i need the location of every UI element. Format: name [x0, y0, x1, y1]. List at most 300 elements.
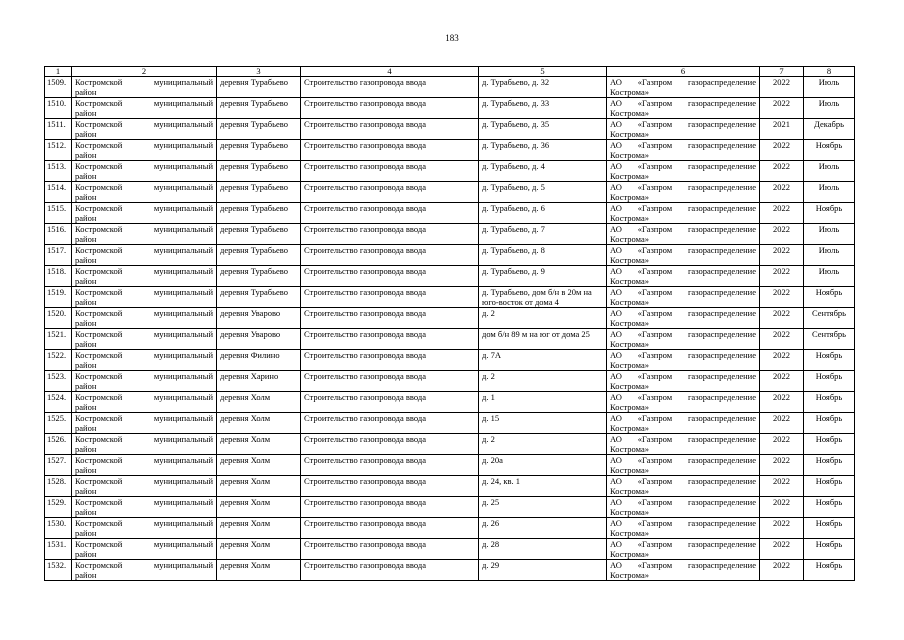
- settlement-cell: деревня Уварово: [217, 329, 301, 350]
- district-word-2: муниципальный: [153, 182, 213, 192]
- org-word-2: «Газпром: [637, 350, 673, 360]
- organization-cell: [607, 140, 760, 161]
- year-cell: 2022: [760, 203, 804, 224]
- work-type-cell: Строительство газопровода ввода: [301, 245, 479, 266]
- district-cell: [72, 413, 217, 434]
- table-row: [45, 161, 855, 182]
- district-word-2: муниципальный: [153, 161, 213, 171]
- settlement-cell: деревня Уварово: [217, 308, 301, 329]
- district-word-3: район: [75, 318, 97, 328]
- row-number: 1522.: [45, 350, 72, 371]
- district-word-3: район: [75, 171, 97, 181]
- row-number: 1511.: [45, 119, 72, 140]
- work-type-cell: Строительство газопровода ввода: [301, 350, 479, 371]
- organization-cell: [607, 182, 760, 203]
- address-line-1: д. Турабьево, дом б/н в 20м на: [482, 287, 592, 297]
- org-word-1: АО: [610, 371, 622, 381]
- row-number: 1520.: [45, 308, 72, 329]
- district-word-3: район: [75, 150, 97, 160]
- org-word-4: Кострома»: [610, 150, 649, 160]
- org-word-1: АО: [610, 287, 622, 297]
- row-number: 1525.: [45, 413, 72, 434]
- district-word-3: район: [75, 108, 97, 118]
- district-word-2: муниципальный: [153, 476, 213, 486]
- address-cell: [479, 476, 607, 497]
- address-line-1: д. Турабьево, д. 5: [482, 182, 545, 192]
- org-word-4: Кострома»: [610, 108, 649, 118]
- org-word-1: АО: [610, 203, 622, 213]
- work-type-cell: Строительство газопровода ввода: [301, 98, 479, 119]
- address-cell: [479, 266, 607, 287]
- org-word-4: Кострома»: [610, 465, 649, 475]
- district-word-1: Костромской: [75, 98, 123, 108]
- org-word-1: АО: [610, 119, 622, 129]
- address-line-1: д. 15: [482, 413, 500, 423]
- district-word-3: район: [75, 423, 97, 433]
- address-line-2: юго-восток от дома 4: [482, 297, 559, 307]
- table-row: [45, 518, 855, 539]
- table-row: [45, 455, 855, 476]
- org-word-3: газораспределение: [687, 140, 756, 150]
- year-cell: 2022: [760, 308, 804, 329]
- row-number: 1527.: [45, 455, 72, 476]
- organization-cell: [607, 287, 760, 308]
- year-cell: 2022: [760, 392, 804, 413]
- year-cell: 2021: [760, 119, 804, 140]
- settlement-cell: деревня Турабьево: [217, 119, 301, 140]
- month-cell: Июль: [804, 77, 855, 98]
- org-word-1: АО: [610, 182, 622, 192]
- settlement-cell: деревня Турабьево: [217, 182, 301, 203]
- organization-cell: [607, 518, 760, 539]
- year-cell: 2022: [760, 77, 804, 98]
- district-word-2: муниципальный: [153, 497, 213, 507]
- gas-pipeline-table: [44, 66, 855, 581]
- settlement-cell: деревня Турабьево: [217, 161, 301, 182]
- year-cell: 2022: [760, 224, 804, 245]
- address-line-1: д. 29: [482, 560, 500, 570]
- org-word-4: Кострома»: [610, 318, 649, 328]
- district-word-3: район: [75, 570, 97, 580]
- column-number-7: 7: [760, 67, 804, 77]
- district-word-1: Костромской: [75, 161, 123, 171]
- org-word-4: Кострома»: [610, 444, 649, 454]
- org-word-3: газораспределение: [687, 434, 756, 444]
- org-word-2: «Газпром: [637, 266, 673, 276]
- address-line-1: д. Турабьево, д. 9: [482, 266, 545, 276]
- organization-cell: [607, 413, 760, 434]
- district-cell: [72, 497, 217, 518]
- district-cell: [72, 539, 217, 560]
- work-type-cell: Строительство газопровода ввода: [301, 203, 479, 224]
- district-word-1: Костромской: [75, 434, 123, 444]
- organization-cell: [607, 560, 760, 581]
- district-word-3: район: [75, 402, 97, 412]
- table-row: [45, 77, 855, 98]
- org-word-3: газораспределение: [687, 287, 756, 297]
- work-type-cell: Строительство газопровода ввода: [301, 518, 479, 539]
- month-cell: Ноябрь: [804, 560, 855, 581]
- organization-cell: [607, 434, 760, 455]
- row-number: 1513.: [45, 161, 72, 182]
- year-cell: 2022: [760, 287, 804, 308]
- row-number: 1531.: [45, 539, 72, 560]
- org-word-4: Кострома»: [610, 360, 649, 370]
- address-line-1: д. 2: [482, 371, 495, 381]
- table-row: [45, 413, 855, 434]
- work-type-cell: Строительство газопровода ввода: [301, 329, 479, 350]
- year-cell: 2022: [760, 140, 804, 161]
- organization-cell: [607, 245, 760, 266]
- settlement-cell: деревня Харино: [217, 371, 301, 392]
- year-cell: 2022: [760, 518, 804, 539]
- district-word-1: Костромской: [75, 476, 123, 486]
- month-cell: Ноябрь: [804, 371, 855, 392]
- district-word-2: муниципальный: [153, 266, 213, 276]
- settlement-cell: деревня Холм: [217, 497, 301, 518]
- org-word-1: АО: [610, 539, 622, 549]
- district-cell: [72, 98, 217, 119]
- district-cell: [72, 140, 217, 161]
- address-line-1: д. Турабьево, д. 8: [482, 245, 545, 255]
- district-word-2: муниципальный: [153, 140, 213, 150]
- org-word-1: АО: [610, 413, 622, 423]
- table-header-row: [45, 67, 855, 77]
- district-word-3: район: [75, 381, 97, 391]
- org-word-2: «Газпром: [637, 224, 673, 234]
- org-word-1: АО: [610, 98, 622, 108]
- month-cell: Июль: [804, 161, 855, 182]
- row-number: 1518.: [45, 266, 72, 287]
- address-cell: [479, 161, 607, 182]
- address-cell: [479, 329, 607, 350]
- organization-cell: [607, 476, 760, 497]
- org-word-3: газораспределение: [687, 245, 756, 255]
- org-word-4: Кострома»: [610, 507, 649, 517]
- work-type-cell: Строительство газопровода ввода: [301, 140, 479, 161]
- address-cell: [479, 224, 607, 245]
- org-word-1: АО: [610, 77, 622, 87]
- month-cell: Ноябрь: [804, 203, 855, 224]
- district-word-1: Костромской: [75, 497, 123, 507]
- settlement-cell: деревня Холм: [217, 455, 301, 476]
- district-word-1: Костромской: [75, 182, 123, 192]
- row-number: 1510.: [45, 98, 72, 119]
- table-row: [45, 476, 855, 497]
- year-cell: 2022: [760, 371, 804, 392]
- org-word-4: Кострома»: [610, 276, 649, 286]
- org-word-2: «Газпром: [637, 161, 673, 171]
- row-number: 1524.: [45, 392, 72, 413]
- year-cell: 2022: [760, 455, 804, 476]
- column-number-1: 1: [45, 67, 72, 77]
- month-cell: Июль: [804, 245, 855, 266]
- org-word-1: АО: [610, 140, 622, 150]
- district-word-2: муниципальный: [153, 329, 213, 339]
- district-word-2: муниципальный: [153, 392, 213, 402]
- address-line-1: д. 28: [482, 539, 500, 549]
- org-word-4: Кострома»: [610, 213, 649, 223]
- org-word-1: АО: [610, 266, 622, 276]
- organization-cell: [607, 539, 760, 560]
- district-word-2: муниципальный: [153, 203, 213, 213]
- org-word-4: Кострома»: [610, 486, 649, 496]
- address-cell: [479, 434, 607, 455]
- address-line-1: д. 1: [482, 392, 495, 402]
- district-word-3: район: [75, 507, 97, 517]
- address-line-1: дом б/н 89 м на юг от дома 25: [482, 329, 590, 339]
- org-word-3: газораспределение: [687, 371, 756, 381]
- table-row: [45, 497, 855, 518]
- address-cell: [479, 98, 607, 119]
- district-word-2: муниципальный: [153, 287, 213, 297]
- row-number: 1515.: [45, 203, 72, 224]
- column-number-6: 6: [607, 67, 760, 77]
- organization-cell: [607, 497, 760, 518]
- year-cell: 2022: [760, 350, 804, 371]
- org-word-3: газораспределение: [687, 497, 756, 507]
- district-cell: [72, 203, 217, 224]
- settlement-cell: деревня Турабьево: [217, 266, 301, 287]
- row-number: 1512.: [45, 140, 72, 161]
- district-cell: [72, 161, 217, 182]
- district-word-1: Костромской: [75, 308, 123, 318]
- organization-cell: [607, 203, 760, 224]
- address-cell: [479, 392, 607, 413]
- table-row: [45, 539, 855, 560]
- org-word-2: «Газпром: [637, 77, 673, 87]
- settlement-cell: деревня Турабьево: [217, 77, 301, 98]
- table-row: [45, 329, 855, 350]
- org-word-3: газораспределение: [687, 308, 756, 318]
- settlement-cell: деревня Турабьево: [217, 224, 301, 245]
- address-cell: [479, 140, 607, 161]
- address-cell: [479, 539, 607, 560]
- table-row: [45, 119, 855, 140]
- district-word-3: район: [75, 213, 97, 223]
- org-word-2: «Газпром: [637, 182, 673, 192]
- work-type-cell: Строительство газопровода ввода: [301, 413, 479, 434]
- address-cell: [479, 497, 607, 518]
- district-word-3: район: [75, 444, 97, 454]
- work-type-cell: Строительство газопровода ввода: [301, 434, 479, 455]
- org-word-4: Кострома»: [610, 570, 649, 580]
- district-word-2: муниципальный: [153, 350, 213, 360]
- district-word-3: район: [75, 528, 97, 538]
- organization-cell: [607, 392, 760, 413]
- district-word-1: Костромской: [75, 203, 123, 213]
- org-word-1: АО: [610, 308, 622, 318]
- district-word-1: Костромской: [75, 77, 123, 87]
- table-row: [45, 371, 855, 392]
- org-word-3: газораспределение: [687, 119, 756, 129]
- table-row: [45, 434, 855, 455]
- org-word-2: «Газпром: [637, 371, 673, 381]
- row-number: 1516.: [45, 224, 72, 245]
- column-number-8: 8: [804, 67, 855, 77]
- district-word-3: район: [75, 255, 97, 265]
- district-cell: [72, 329, 217, 350]
- org-word-1: АО: [610, 245, 622, 255]
- district-word-1: Костромской: [75, 392, 123, 402]
- settlement-cell: деревня Холм: [217, 518, 301, 539]
- district-cell: [72, 245, 217, 266]
- district-word-1: Костромской: [75, 245, 123, 255]
- month-cell: Ноябрь: [804, 392, 855, 413]
- district-cell: [72, 182, 217, 203]
- settlement-cell: деревня Холм: [217, 476, 301, 497]
- district-cell: [72, 287, 217, 308]
- settlement-cell: деревня Турабьево: [217, 203, 301, 224]
- address-cell: [479, 560, 607, 581]
- district-cell: [72, 392, 217, 413]
- work-type-cell: Строительство газопровода ввода: [301, 371, 479, 392]
- work-type-cell: Строительство газопровода ввода: [301, 539, 479, 560]
- org-word-2: «Газпром: [637, 98, 673, 108]
- year-cell: 2022: [760, 413, 804, 434]
- organization-cell: [607, 77, 760, 98]
- district-cell: [72, 518, 217, 539]
- district-cell: [72, 119, 217, 140]
- district-word-2: муниципальный: [153, 77, 213, 87]
- district-word-2: муниципальный: [153, 455, 213, 465]
- year-cell: 2022: [760, 98, 804, 119]
- column-number-4: 4: [301, 67, 479, 77]
- district-word-3: район: [75, 339, 97, 349]
- org-word-2: «Газпром: [637, 539, 673, 549]
- work-type-cell: Строительство газопровода ввода: [301, 308, 479, 329]
- month-cell: Ноябрь: [804, 476, 855, 497]
- district-word-3: район: [75, 297, 97, 307]
- district-word-3: район: [75, 87, 97, 97]
- district-word-2: муниципальный: [153, 119, 213, 129]
- address-cell: [479, 371, 607, 392]
- row-number: 1521.: [45, 329, 72, 350]
- month-cell: Июль: [804, 98, 855, 119]
- org-word-3: газораспределение: [687, 329, 756, 339]
- address-line-1: д. Турабьево, д. 32: [482, 77, 550, 87]
- address-line-1: д. Турабьево, д. 36: [482, 140, 550, 150]
- table-row: [45, 560, 855, 581]
- row-number: 1509.: [45, 77, 72, 98]
- address-cell: [479, 518, 607, 539]
- org-word-1: АО: [610, 329, 622, 339]
- row-number: 1528.: [45, 476, 72, 497]
- address-line-1: д. Турабьево, д. 33: [482, 98, 550, 108]
- address-cell: [479, 182, 607, 203]
- address-line-1: д. 2: [482, 308, 495, 318]
- year-cell: 2022: [760, 266, 804, 287]
- year-cell: 2022: [760, 182, 804, 203]
- district-word-2: муниципальный: [153, 308, 213, 318]
- table-row: [45, 245, 855, 266]
- org-word-3: газораспределение: [687, 413, 756, 423]
- table-row: [45, 203, 855, 224]
- district-word-1: Костромской: [75, 266, 123, 276]
- org-word-2: «Газпром: [637, 476, 673, 486]
- org-word-3: газораспределение: [687, 182, 756, 192]
- address-line-1: д. 24, кв. 1: [482, 476, 520, 486]
- district-cell: [72, 266, 217, 287]
- address-cell: [479, 77, 607, 98]
- district-word-2: муниципальный: [153, 371, 213, 381]
- settlement-cell: деревня Филино: [217, 350, 301, 371]
- district-word-1: Костромской: [75, 119, 123, 129]
- org-word-4: Кострома»: [610, 339, 649, 349]
- district-word-2: муниципальный: [153, 434, 213, 444]
- org-word-3: газораспределение: [687, 476, 756, 486]
- month-cell: Ноябрь: [804, 140, 855, 161]
- table-row: [45, 266, 855, 287]
- year-cell: 2022: [760, 497, 804, 518]
- org-word-1: АО: [610, 161, 622, 171]
- org-word-3: газораспределение: [687, 203, 756, 213]
- organization-cell: [607, 119, 760, 140]
- org-word-2: «Газпром: [637, 140, 673, 150]
- year-cell: 2022: [760, 539, 804, 560]
- address-cell: [479, 119, 607, 140]
- org-word-2: «Газпром: [637, 455, 673, 465]
- org-word-4: Кострома»: [610, 171, 649, 181]
- year-cell: 2022: [760, 161, 804, 182]
- org-word-3: газораспределение: [687, 560, 756, 570]
- month-cell: Сентябрь: [804, 329, 855, 350]
- settlement-cell: деревня Холм: [217, 539, 301, 560]
- org-word-4: Кострома»: [610, 255, 649, 265]
- month-cell: Июль: [804, 224, 855, 245]
- month-cell: Ноябрь: [804, 455, 855, 476]
- row-number: 1523.: [45, 371, 72, 392]
- org-word-3: газораспределение: [687, 77, 756, 87]
- settlement-cell: деревня Холм: [217, 560, 301, 581]
- org-word-2: «Газпром: [637, 203, 673, 213]
- year-cell: 2022: [760, 434, 804, 455]
- work-type-cell: Строительство газопровода ввода: [301, 182, 479, 203]
- district-cell: [72, 560, 217, 581]
- address-cell: [479, 287, 607, 308]
- work-type-cell: Строительство газопровода ввода: [301, 161, 479, 182]
- settlement-cell: деревня Турабьево: [217, 287, 301, 308]
- district-word-1: Костромской: [75, 518, 123, 528]
- row-number: 1529.: [45, 497, 72, 518]
- district-word-1: Костромской: [75, 350, 123, 360]
- month-cell: Ноябрь: [804, 518, 855, 539]
- address-cell: [479, 455, 607, 476]
- district-word-1: Костромской: [75, 371, 123, 381]
- district-word-2: муниципальный: [153, 413, 213, 423]
- work-type-cell: Строительство газопровода ввода: [301, 77, 479, 98]
- district-cell: [72, 224, 217, 245]
- org-word-4: Кострома»: [610, 129, 649, 139]
- org-word-4: Кострома»: [610, 234, 649, 244]
- table-row: [45, 308, 855, 329]
- month-cell: Декабрь: [804, 119, 855, 140]
- address-cell: [479, 203, 607, 224]
- settlement-cell: деревня Холм: [217, 413, 301, 434]
- district-word-3: район: [75, 486, 97, 496]
- district-word-2: муниципальный: [153, 98, 213, 108]
- year-cell: 2022: [760, 329, 804, 350]
- row-number: 1514.: [45, 182, 72, 203]
- address-cell: [479, 245, 607, 266]
- table-row: [45, 392, 855, 413]
- org-word-3: газораспределение: [687, 224, 756, 234]
- org-word-1: АО: [610, 350, 622, 360]
- address-cell: [479, 350, 607, 371]
- org-word-2: «Газпром: [637, 413, 673, 423]
- row-number: 1517.: [45, 245, 72, 266]
- org-word-1: АО: [610, 560, 622, 570]
